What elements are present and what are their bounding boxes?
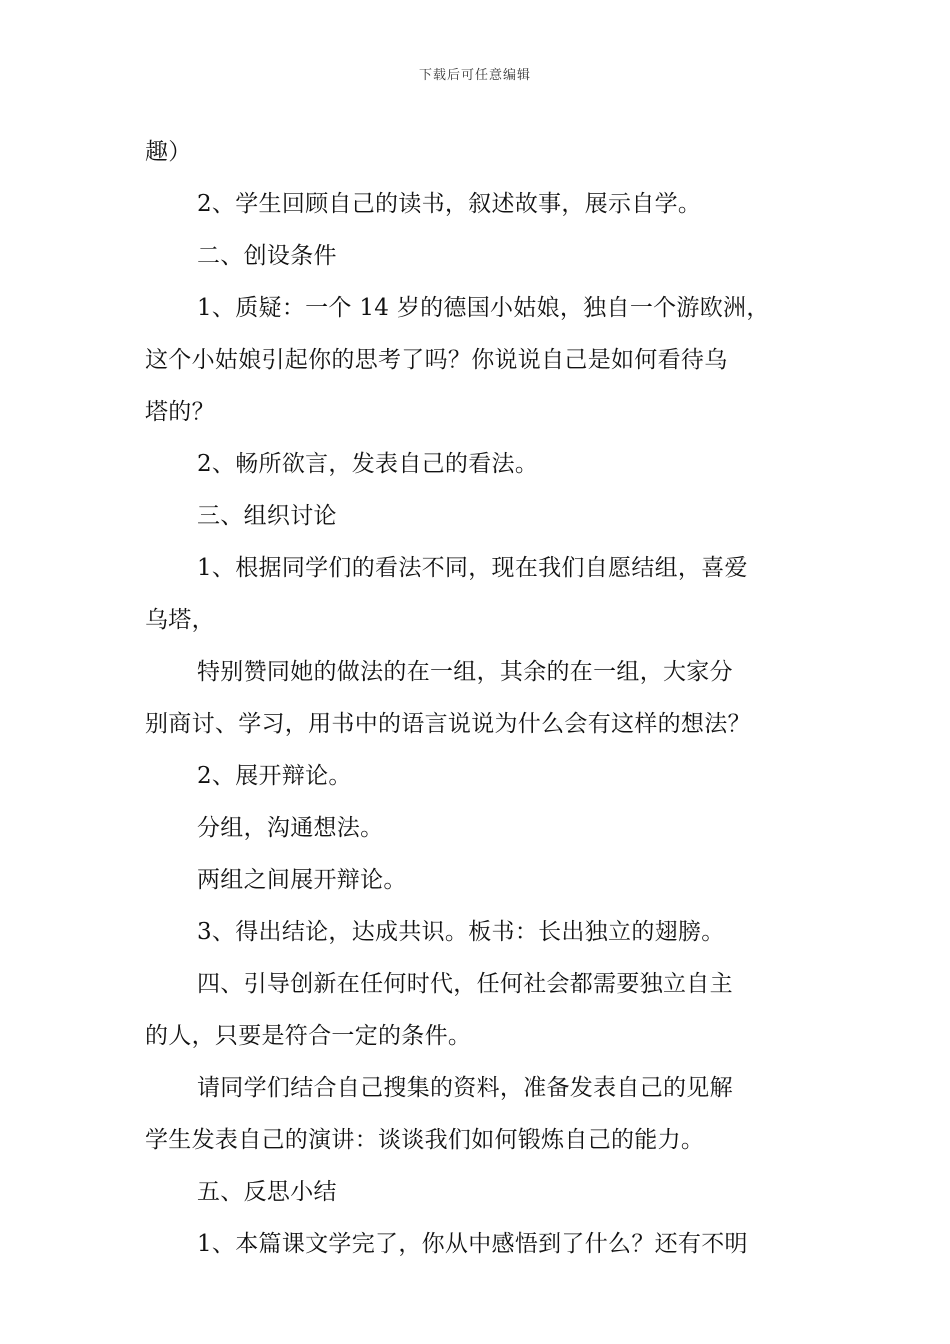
body-line: 特别赞同她的做法的在一组，其余的在一组，大家分 [197, 659, 733, 685]
body-line: 1、质疑：一个 14 岁的德国小姑娘，独自一个游欧洲， [197, 295, 770, 321]
body-line: 塔的？ [145, 399, 215, 425]
body-line: 五、反思小结 [197, 1179, 337, 1205]
body-line: 四、引导创新在任何时代，任何社会都需要独立自主 [197, 971, 733, 997]
body-line: 2、畅所欲言，发表自己的看法。 [197, 451, 539, 477]
body-line: 两组之间展开辩论。 [197, 867, 407, 893]
body-line: 趣） [145, 139, 192, 165]
body-line: 3、得出结论，达成共识。板书：长出独立的翅膀。 [197, 919, 725, 945]
body-line: 这个小姑娘引起你的思考了吗？你说说自己是如何看待乌 [145, 347, 728, 373]
body-line: 2、展开辩论。 [197, 763, 352, 789]
body-line: 请同学们结合自己搜集的资料，准备发表自己的见解 [197, 1075, 733, 1101]
document-body [145, 126, 807, 1270]
body-line: 二、创设条件 [197, 243, 337, 269]
body-line: 2、学生回顾自己的读书，叙述故事，展示自学。 [197, 191, 702, 217]
body-line: 三、组织讨论 [197, 503, 337, 529]
body-line: 分组，沟通想法。 [197, 815, 384, 841]
body-line: 学生发表自己的演讲：谈谈我们如何锻炼自己的能力。 [145, 1127, 705, 1153]
body-line: 1、本篇课文学完了，你从中感悟到了什么？还有不明 [197, 1231, 748, 1257]
body-line: 别商讨、学习，用书中的语言说说为什么会有这样的想法？ [145, 711, 751, 737]
body-line: 的人，只要是符合一定的条件。 [145, 1023, 472, 1049]
page-header: 下载后可任意编辑 [418, 68, 531, 83]
body-line: 乌塔， [145, 607, 215, 633]
body-line: 1、根据同学们的看法不同，现在我们自愿结组，喜爱 [197, 555, 748, 581]
